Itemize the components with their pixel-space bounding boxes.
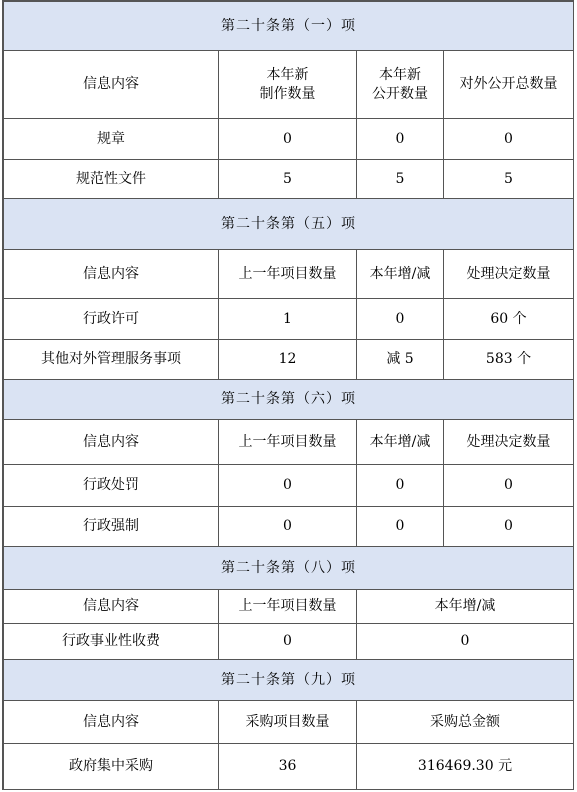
section-title: 第二十条第（九）项 [4, 660, 574, 701]
header-last-year-count: 上一年项目数量 [219, 590, 357, 624]
row-label: 行政许可 [4, 299, 219, 340]
column-header-row [4, 701, 574, 744]
cell-value: 5 [357, 160, 444, 199]
table-row [4, 507, 574, 547]
cell-value: 0 [357, 119, 444, 160]
header-last-year-count: 上一年项目数量 [219, 250, 357, 299]
table-row [4, 119, 574, 160]
section-title: 第二十条第（六）项 [4, 380, 574, 420]
row-label: 规范性文件 [4, 160, 219, 199]
header-last-year-count: 上一年项目数量 [219, 420, 357, 465]
cell-value: 0 [219, 465, 357, 507]
header-info-content: 信息内容 [4, 701, 219, 744]
cell-value: 0 [219, 624, 357, 660]
cell-value: 316469.30 元 [357, 744, 574, 790]
header-info-content: 信息内容 [4, 51, 219, 119]
disclosure-table [3, 1, 574, 790]
section-header-row [4, 547, 574, 590]
table-row [4, 624, 574, 660]
disclosure-document [2, 0, 574, 790]
header-decision-count: 处理决定数量 [444, 420, 574, 465]
header-change: 本年增/减 [357, 590, 574, 624]
cell-value: 1 [219, 299, 357, 340]
cell-value: 0 [444, 119, 574, 160]
cell-value: 583 个 [444, 340, 574, 380]
header-line: 本年新 [266, 66, 309, 83]
header-info-content: 信息内容 [4, 420, 219, 465]
column-header-row [4, 51, 574, 119]
table-row [4, 340, 574, 380]
table-row [4, 160, 574, 199]
header-change: 本年增/减 [357, 420, 444, 465]
header-line: 制作数量 [259, 85, 316, 102]
column-header-row [4, 590, 574, 624]
cell-value: 0 [219, 507, 357, 547]
header-info-content: 信息内容 [4, 590, 219, 624]
section-title: 第二十条第（一）项 [4, 2, 574, 51]
header-line: 公开数量 [372, 85, 428, 102]
row-label: 其他对外管理服务事项 [4, 340, 219, 380]
row-label: 行政强制 [4, 507, 219, 547]
cell-value: 0 [357, 624, 574, 660]
header-change: 本年增/减 [357, 250, 444, 299]
header-decision-count: 处理决定数量 [444, 250, 574, 299]
section-header-row [4, 660, 574, 701]
cell-value: 0 [357, 507, 444, 547]
section-title: 第二十条第（八）项 [4, 547, 574, 590]
cell-value: 减 5 [357, 340, 444, 380]
header-new-published [357, 51, 444, 119]
cell-value: 0 [444, 507, 574, 547]
table-row [4, 299, 574, 340]
header-info-content: 信息内容 [4, 250, 219, 299]
table-row [4, 744, 574, 790]
cell-value: 5 [219, 160, 357, 199]
section-header-row [4, 2, 574, 51]
cell-value: 60 个 [444, 299, 574, 340]
header-line: 本年新 [379, 66, 421, 83]
cell-value: 0 [219, 119, 357, 160]
cell-value: 0 [444, 465, 574, 507]
header-new-produced [219, 51, 357, 119]
column-header-row [4, 420, 574, 465]
header-total-published: 对外公开总数量 [444, 51, 574, 119]
cell-value: 36 [219, 744, 357, 790]
header-procurement-total: 采购总金额 [357, 701, 574, 744]
cell-value: 0 [357, 299, 444, 340]
row-label: 行政处罚 [4, 465, 219, 507]
section-header-row [4, 199, 574, 250]
cell-value: 0 [357, 465, 444, 507]
row-label: 规章 [4, 119, 219, 160]
column-header-row [4, 250, 574, 299]
section-header-row [4, 380, 574, 420]
row-label: 政府集中采购 [4, 744, 219, 790]
row-label: 行政事业性收费 [4, 624, 219, 660]
cell-value: 12 [219, 340, 357, 380]
cell-value: 5 [444, 160, 574, 199]
section-title: 第二十条第（五）项 [4, 199, 574, 250]
header-procurement-count: 采购项目数量 [219, 701, 357, 744]
table-row [4, 465, 574, 507]
